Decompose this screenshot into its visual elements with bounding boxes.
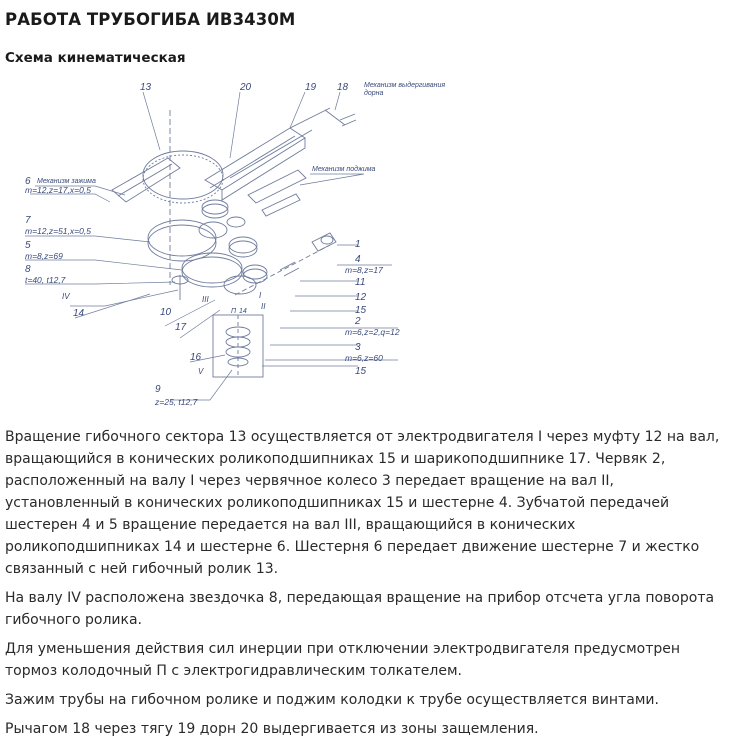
label-5-spec: m=8,z=69	[25, 251, 63, 261]
paragraph-lever: Рычагом 18 через тягу 19 дорн 20 выдергивается из зоны защемления.	[5, 721, 539, 737]
label-press-mech: Механизм поджима	[312, 166, 376, 173]
diagram-drawing	[25, 92, 398, 400]
paragraph-brake: Для уменьшения действия сил инерции при отключении электродвигателя предусмотрен тормоз колодочный П с электрогидравлическим толкателем.	[5, 641, 681, 679]
label-III: III	[202, 295, 209, 304]
label-IV: IV	[62, 292, 70, 301]
label-16: 16	[190, 352, 202, 363]
label-6-spec: m=12,z=17,x=0,5	[25, 185, 91, 195]
gear-5-shape	[182, 253, 242, 283]
sector-13-shape	[143, 151, 223, 199]
label-dorn-mech-1: Механизм выдергивания	[364, 82, 446, 89]
label-12: 12	[355, 292, 367, 303]
label-11: 11	[355, 277, 366, 288]
kinematic-diagram-svg	[0, 70, 744, 420]
label-dorn-mech-2: дорна	[364, 90, 384, 97]
description-text	[5, 426, 741, 747]
label-9: 9	[155, 384, 161, 395]
section-subtitle: Схема кинематическая	[5, 50, 186, 66]
label-13: 13	[140, 82, 152, 93]
paragraph-clamp: Зажим трубы на гибочном ролике и поджим колодки к трубе осуществляется винтами.	[5, 692, 659, 708]
dorn-rail-shape	[205, 128, 305, 190]
label-II: II	[261, 302, 266, 311]
label-19: 19	[305, 82, 317, 93]
label-4: 4	[355, 254, 361, 265]
label-15b: 15	[355, 366, 367, 377]
label-2-spec: m=6,z=2,q=12	[345, 327, 400, 337]
label-8: 8	[25, 264, 31, 275]
label-7: 7	[25, 215, 31, 226]
label-6: 6	[25, 176, 31, 187]
label-17: 17	[175, 322, 187, 333]
label-4-spec: m=8,z=17	[345, 265, 383, 275]
label-9-spec: z=25, t12,7	[155, 397, 198, 407]
label-1: 1	[355, 239, 361, 250]
worm-wheel-3-shape	[224, 276, 256, 294]
press-mechanism-shape	[248, 170, 306, 203]
label-5: 5	[25, 240, 31, 251]
label-brake-p: П	[231, 308, 237, 315]
label-clamp-mech: Механизм зажима	[37, 178, 96, 185]
label-2: 2	[355, 316, 361, 327]
label-20: 20	[240, 82, 252, 93]
label-10: 10	[160, 307, 172, 318]
label-15a: 15	[355, 305, 367, 316]
paragraph-sprocket: На валу IV расположена звездочка 8, передающая вращение на прибор отсчета угла поворота гибочного ролика.	[5, 590, 715, 628]
page-title: РАБОТА ТРУБОГИБА ИВ3430М	[5, 10, 296, 29]
label-3: 3	[355, 342, 361, 353]
label-18: 18	[337, 82, 349, 93]
label-small-14: 14	[239, 308, 247, 315]
label-3-spec: m=6,z=60	[345, 353, 383, 363]
label-14: 14	[73, 308, 85, 319]
label-V: V	[198, 367, 204, 376]
label-I: I	[259, 291, 262, 300]
label-8-spec: t=40, t12,7	[25, 275, 66, 285]
paragraph-rotation: Вращение гибочного сектора 13 осуществляется от электродвигателя I через муфту 12 на вал, вращающийся в конических роликоподшипниках 15 и шарикоподшипнике 17. Червяк 2, расположенный на валу I через червячное колесо 3 передает вращение на вал II, установленный в конических роликоподшипниках 15 и шестерне 4. Зубчатой передачей шестерен 4 и 5 вращение передается на вал III, вращающийся в конических роликоподшипниках 14 и шестерне 6. Шестерня 6 передает движение шестерне 7 и жестко связанный с ней гибочный ролик 13.	[5, 429, 720, 577]
kinematic-diagram	[0, 70, 744, 420]
label-7-spec: m=12,z=51,x=0,5	[25, 226, 91, 236]
